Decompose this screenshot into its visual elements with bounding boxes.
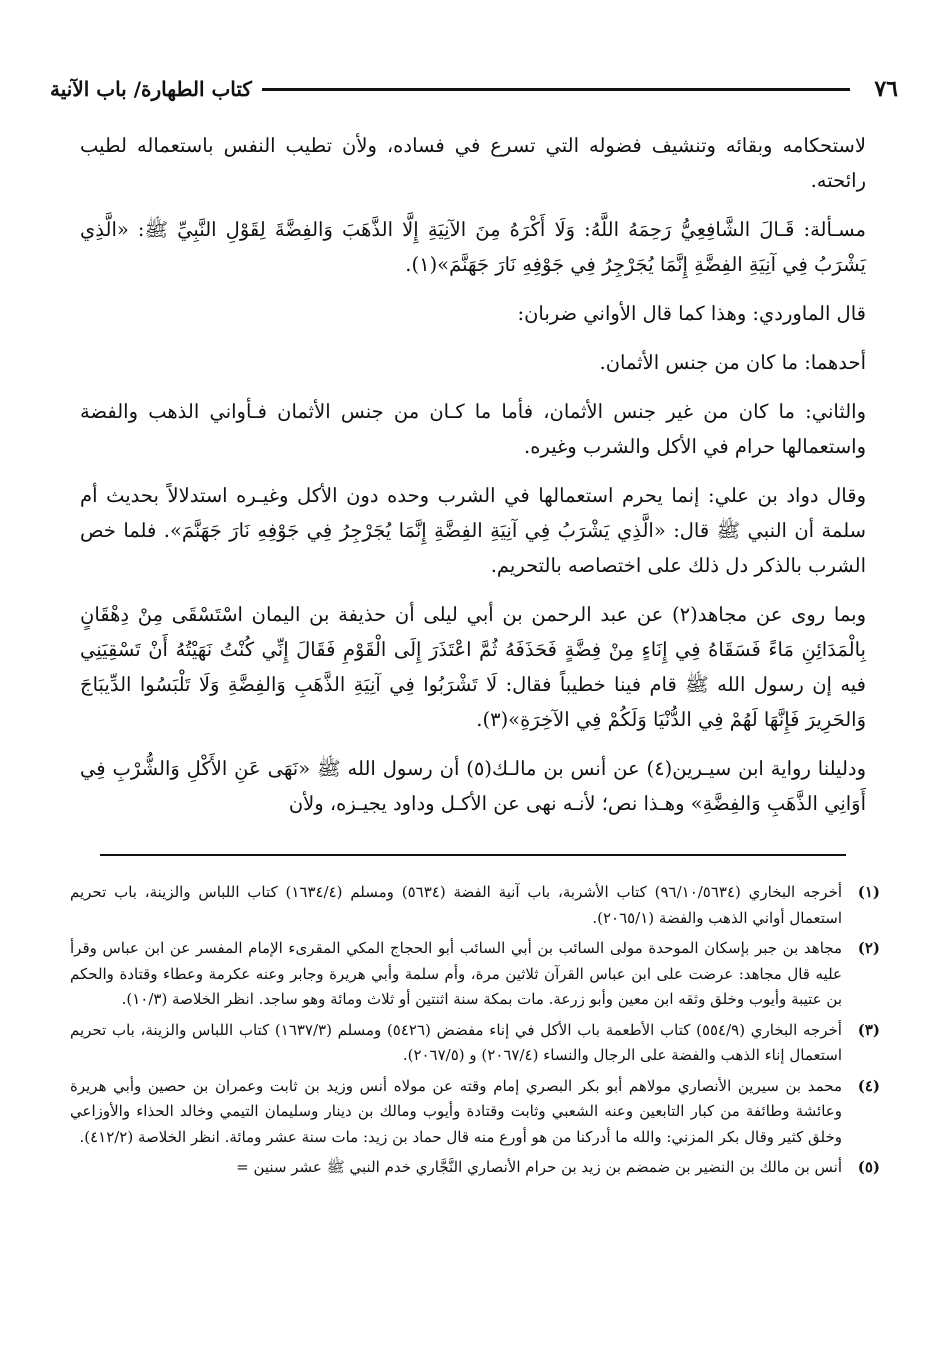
footnote-number: (٥)	[857, 1158, 880, 1176]
footnote-divider	[100, 854, 846, 856]
paragraph: أحدهما: ما كان من جنس الأثمان.	[599, 351, 866, 374]
paragraph: مسـألة: قَـالَ الشَّافِعِيُّ رَحِمَهُ اللَّهُ: وَلَا أَكْرَهُ مِنَ الآنِيَةِ إِلَّا الذَّهَبَ وَالفِضَّةَ لِقَوْلِ النَّبِيِّ ﷺ: «الَّذِي يَشْرَبُ فِي آنِيَةِ الفِضَّةِ إِنَّمَا يُجَرْجِرُ فِي جَوْفِهِ نَارَ جَهَنَّمَ»(١).	[80, 218, 866, 276]
header-rule	[262, 88, 850, 91]
page-header	[50, 72, 898, 106]
footnote	[70, 1155, 880, 1181]
footnote-text: أخرجه البخاري (٥٥٤/٩) كتاب الأطعمة باب الأكل في إناء مفضض (٥٤٢٦) ومسلم (١٦٣٧/٣) كتاب اللباس والزينة، باب تحريم استعمال إناء الذهب والفضة على الرجال والنساء (٢٠٦٧/٤) و (٢٠٦٧/٥).	[70, 1020, 842, 1064]
footnote-text: أخرجه البخاري (٩٦/١٠/٥٦٣٤) كتاب الأشربة، باب آنية الفضة (٥٦٣٤) ومسلم (١٦٣٤/٤) كتاب اللباس والزينة، باب تحريم استعمال أواني الذهب والفضة (٢٠٦٥/١).	[70, 883, 843, 927]
footnote	[70, 1074, 880, 1151]
footnote	[70, 936, 880, 1013]
footnotes	[70, 880, 880, 1186]
footnote	[70, 1018, 880, 1069]
paragraph: ودليلنا رواية ابن سيـرين(٤) عن أنس بن مالـك(٥) أن رسول الله ﷺ «نَهَى عَنِ الأَكْلِ وَالشُّرْبِ فِي أَوَانِي الذَّهَبِ وَالفِضَّةِ» وهـذا نص؛ لأنـه نهى عن الأكـل وداود يجيـزه، ولأن	[80, 757, 866, 815]
paragraph: والثاني: ما كان من غير جنس الأثمان، فأما ما كـان من جنس الأثمان فـأواني الذهب والفضة واستعمالها حرام في الأكل والشرب وغيره.	[80, 400, 866, 458]
footnote-text: محمد بن سيرين الأنصاري مولاهم أبو بكر البصري إمام وقته عن مولاه أنس وزيد بن ثابت وعمران بن حصين وأبي هريرة وعائشة وطائفة من كبار التابعين وعنه الشعبي وثابت وقتادة وأيوب ومالك بن دينار وسليمان التيمي وخالد الحذاء والأوزاعي وخلق كثير وقال بكر المزني: والله ما أدركنا من هو أورع منه قال حماد بن زيد: مات سنة عشر ومائة. انظر الخلاصة (٤١٢/٢).	[70, 1076, 842, 1146]
footnote-text: أنس بن مالك بن النضير بن ضمضم بن زيد بن حرام الأنصاري النَّجَّاري خدم النبي ﷺ عشر سنين =	[236, 1158, 842, 1176]
paragraph: وقال دواد بن علي: إنما يحرم استعمالها في الشرب وحده دون الأكل وغيـره استدلالاً بحديث أم سلمة أن النبي ﷺ قال: «الَّذِي يَشْرَبُ فِي آنِيَةِ الفِضَّةِ إِنَّمَا يُجَرْجِرُ فِي جَوْفِهِ نَارَ جَهَنَّمَ». فلما خص الشرب بالذكر دل ذلك على اختصاصه بالتحريم.	[80, 484, 866, 577]
footnote-number: (٣)	[857, 1020, 880, 1039]
paragraph: لاستحكامه وبقائه وتنشيف فضوله التي تسرع في فساده، ولأن تطيب النفس باستعماله لطيب رائحته.	[80, 134, 866, 192]
footnote-number: (٢)	[857, 939, 880, 957]
running-title: كتاب الطهارة/ باب الآنية	[50, 77, 252, 101]
main-text	[80, 128, 866, 835]
paragraph: قال الماوردي: وهذا كما قال الأواني ضربان:	[517, 302, 866, 325]
footnote-text: مجاهد بن جبر بإسكان الموحدة مولى السائب بن أبي السائب أبو الحجاج المكي المقرىء الإمام المفسر عن ابن عباس وقرأ عليه قال مجاهد: عرضت على ابن عباس القرآن ثلاثين مرة، وأم سلمة وأبي هريرة وجابر وعنه عكرمة وعطاء وقتادة والحكم بن عتيبة وأيوب وخلق وثقه ابن معين وأبو زرعة. مات بمكة سنة اثنتين أو ثلاث ومائة وهو ساجد. انظر الخلاصة (١٠/٣).	[70, 939, 842, 1008]
footnote	[70, 880, 880, 931]
footnote-number: (١)	[857, 883, 880, 901]
footnote-number: (٤)	[857, 1076, 880, 1095]
paragraph: وبما روى عن مجاهد(٢) عن عبد الرحمن بن أبي ليلى أن حذيفة بن اليمان اسْتَسْقَى مِنْ دِهْقَانٍ بِالْمَدَائِنِ مَاءً فَسَقَاهُ فِي إِنَاءٍ مِنْ فِضَّةٍ فَحَذَفَهُ ثُمَّ اعْتَذَرَ إِلَى الْقَوْمِ فَقَالَ إِنِّي كُنْتُ نَهَيْتُهُ أَنْ تَسْقِيَنِي فيه إن رسول الله ﷺ قام فينا خطيباً فقال: لَا تَشْرَبُوا فِي آنِيَةِ الذَّهَبِ وَالفِضَّةِ وَلَا تَلْبَسُوا الدِّيبَاجَ وَالحَرِيرَ فَإِنَّهَا لَهُمْ فِي الدُّنْيَا وَلَكُمْ فِي الآخِرَةِ»(٣).	[80, 603, 866, 731]
page-number: ٧٦	[874, 76, 898, 102]
